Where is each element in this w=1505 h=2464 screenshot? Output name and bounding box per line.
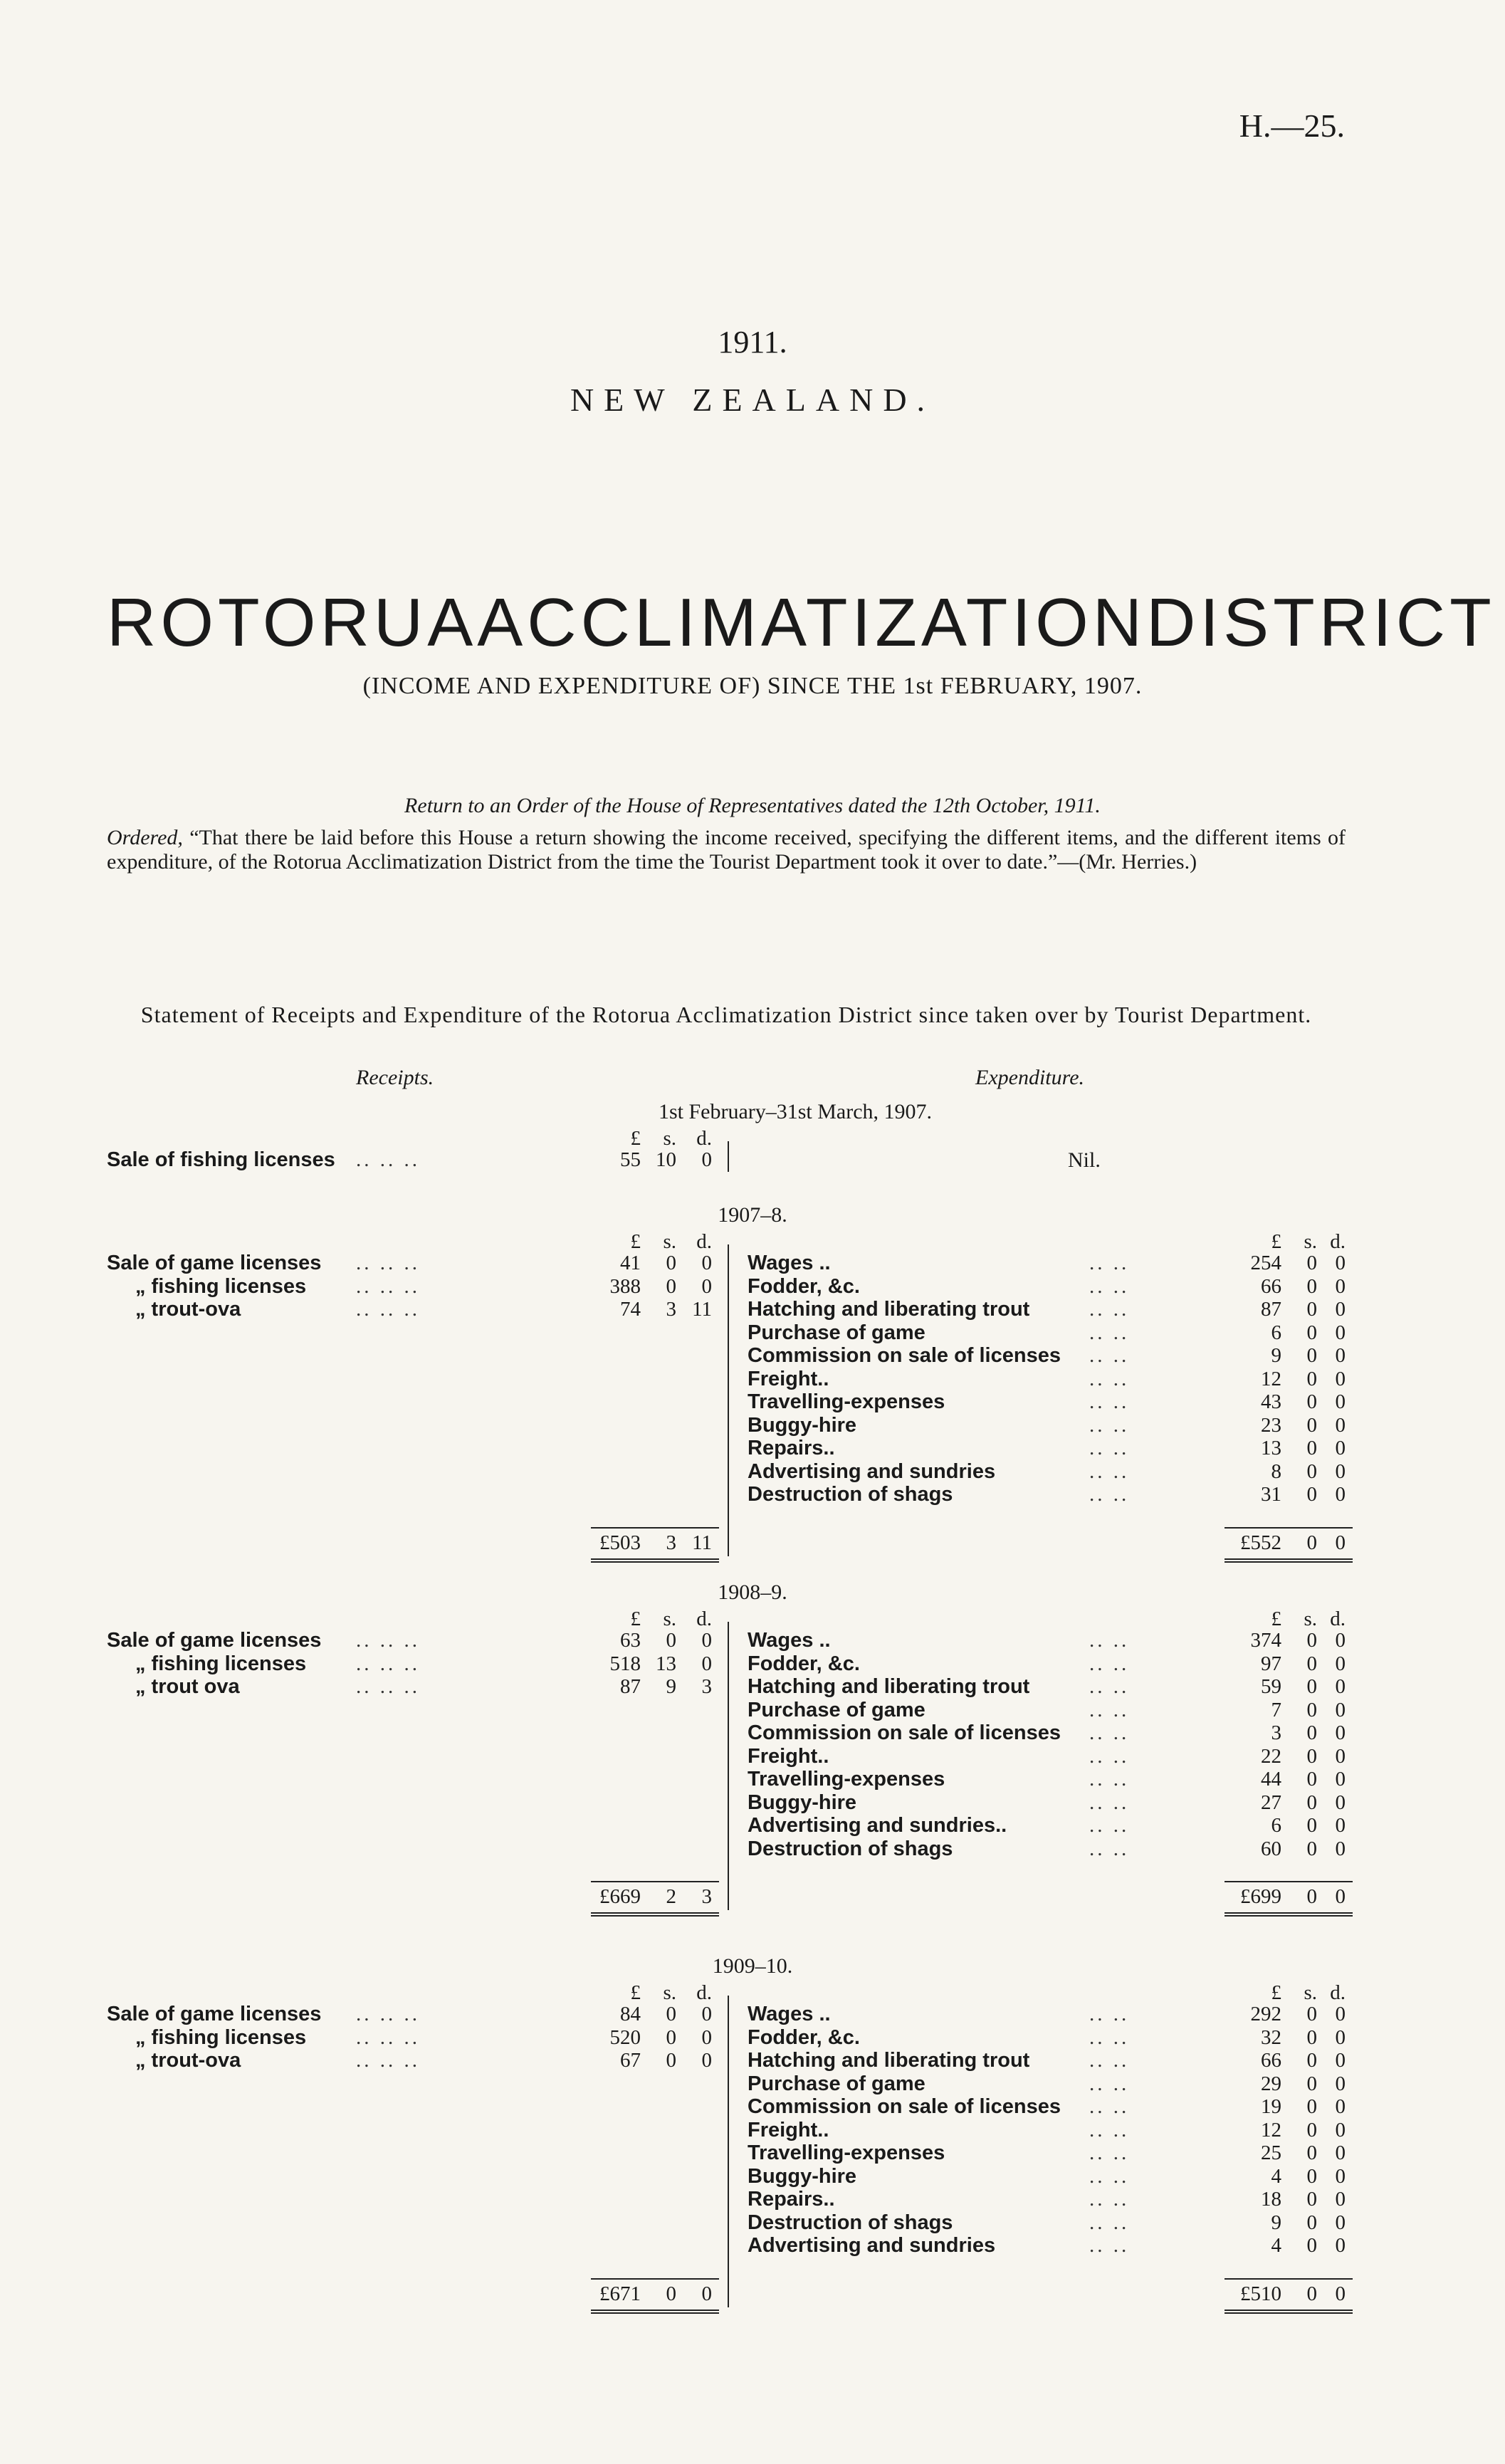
expenditure-pence: 0 [1335,1768,1346,1791]
expenditure-pence: 0 [1335,2141,1346,2164]
subtitle: (INCOME AND EXPENDITURE OF) SINCE THE 1st FEBRUARY, 1907. [362,673,1143,699]
receipts-header-pounds: £ [630,1230,641,1253]
leader-dots: .. .. [1089,1274,1130,1298]
expenditure-pence: 0 [1335,2003,1346,2025]
receipt-item: „ fishing licenses [135,2025,307,2049]
receipt-shillings: 0 [666,2003,676,2025]
leader-dots: .. .. [1089,1483,1130,1506]
leader-dots: .. .. [1089,1459,1130,1483]
expenditure-label: Expenditure. [975,1066,1085,1089]
expenditure-pence: 0 [1335,1698,1346,1721]
expenditure-item: Purchase of game [748,1321,925,1344]
leader-dots: .. .. [1089,1367,1130,1390]
receipt-pounds: 41 [620,1252,641,1274]
receipts-header-shillings: s. [663,1230,676,1253]
expenditure-item: Advertising and sundries [748,1459,996,1483]
expenditure-item: Purchase of game [748,2072,925,2095]
expenditure-pounds: 13 [1261,1437,1281,1459]
receipt-item: Sale of game licenses [107,1252,322,1274]
expenditure-pence: 0 [1335,2095,1346,2118]
receipt-shillings: 0 [666,1274,676,1298]
expenditure-total-shillings: 0 [1306,1885,1317,1908]
expenditure-shillings: 0 [1306,1629,1317,1652]
expenditure-pence: 0 [1335,2164,1346,2188]
receipt-shillings: 10 [656,1148,676,1171]
receipt-pence: 0 [701,2003,712,2025]
receipts-total-shillings: 2 [666,1885,676,1908]
receipt-shillings: 0 [666,2025,676,2049]
expenditure-item: Hatching and liberating trout [748,2049,1030,2072]
receipt-shillings: 0 [666,1252,676,1274]
expenditure-item: Fodder, &c. [748,2025,860,2049]
receipt-shillings: 0 [666,1629,676,1652]
expenditure-pence: 0 [1335,1367,1346,1390]
receipt-pence: 0 [701,2025,712,2049]
expenditure-item: Repairs.. [748,1437,835,1459]
receipt-item: Sale of game licenses [107,1629,322,1652]
leader-dots: .. .. .. [356,2025,420,2049]
expenditure-header-shillings: s. [1304,1981,1317,2004]
total-double-rule [591,1558,719,1563]
period-heading: 1907–8. [718,1203,787,1227]
leader-dots: .. .. [1089,2188,1130,2211]
expenditure-shillings: 0 [1306,2118,1317,2141]
expenditure-pence: 0 [1335,1837,1346,1860]
expenditure-shillings: 0 [1306,2141,1317,2164]
receipt-item: „ fishing licenses [135,1274,307,1298]
expenditure-item: Hatching and liberating trout [748,1675,1030,1698]
expenditure-pence: 0 [1335,1344,1346,1367]
expenditure-pounds: 22 [1261,1744,1281,1768]
expenditure-pounds: 9 [1271,2211,1281,2234]
expenditure-shillings: 0 [1306,2003,1317,2025]
expenditure-pence: 0 [1335,2234,1346,2257]
receipt-pounds: 55 [620,1148,641,1171]
expenditure-shillings: 0 [1306,1298,1317,1321]
leader-dots: .. .. [1089,1298,1130,1321]
leader-dots: .. .. [1089,1744,1130,1768]
expenditure-pence: 0 [1335,1298,1346,1321]
expenditure-total-pence: 0 [1335,2282,1346,2305]
ordered-text: “That there be laid before this House a return showing the income received, specifying the different items, and the different items of expenditure, of the Rotorua Acclimatization District from the time the Tourist Department took it over to date.”—(Mr. Herries.) [107,826,1346,874]
expenditure-pounds: 31 [1261,1483,1281,1506]
expenditure-shillings: 0 [1306,1814,1317,1837]
expenditure-total-pence: 0 [1335,1885,1346,1908]
expenditure-item: Destruction of shags [748,1837,953,1860]
expenditure-pounds: 66 [1261,2049,1281,2072]
expenditure-shillings: 0 [1306,1768,1317,1791]
expenditure-pence: 0 [1335,2049,1346,2072]
expenditure-pounds: 27 [1261,1791,1281,1814]
expenditure-item: Wages .. [748,1629,831,1652]
receipts-total-shillings: 3 [666,1531,676,1554]
leader-dots: .. .. [1089,2095,1130,2118]
leader-dots: .. .. [1089,2072,1130,2095]
leader-dots: .. .. [1089,2211,1130,2234]
expenditure-item: Purchase of game [748,1698,925,1721]
expenditure-pounds: 374 [1250,1629,1281,1652]
leader-dots: .. .. [1089,1814,1130,1837]
leader-dots: .. .. [1089,2118,1130,2141]
leader-dots: .. .. [1089,2049,1130,2072]
expenditure-pounds: 97 [1261,1652,1281,1675]
expenditure-pence: 0 [1335,1652,1346,1675]
receipt-shillings: 3 [666,1298,676,1321]
expenditure-pounds: 4 [1271,2234,1281,2257]
expenditure-pounds: 29 [1261,2072,1281,2095]
expenditure-pence: 0 [1335,1744,1346,1768]
expenditure-pounds: 6 [1271,1814,1281,1837]
expenditure-total-shillings: 0 [1306,2282,1317,2305]
expenditure-pounds: 18 [1261,2188,1281,2211]
leader-dots: .. .. [1089,1675,1130,1698]
expenditure-total-pounds: £699 [1240,1885,1281,1908]
expenditure-item: Travelling-expenses [748,1768,945,1791]
expenditure-shillings: 0 [1306,1437,1317,1459]
period-heading: 1st February–31st March, 1907. [658,1100,933,1123]
receipts-total-pence: 11 [692,1531,712,1554]
total-double-rule [1225,1558,1353,1563]
total-rule [591,1881,719,1882]
expenditure-header-shillings: s. [1304,1230,1317,1253]
expenditure-shillings: 0 [1306,1344,1317,1367]
expenditure-pounds: 43 [1261,1390,1281,1413]
receipt-pounds: 84 [620,2003,641,2025]
receipt-item: Sale of game licenses [107,2003,322,2025]
expenditure-pence: 0 [1335,2188,1346,2211]
expenditure-pence: 0 [1335,1459,1346,1483]
expenditure-header-pounds: £ [1271,1608,1281,1630]
expenditure-pence: 0 [1335,1721,1346,1744]
leader-dots: .. .. [1089,1629,1130,1652]
country-heading: NEW ZEALAND. [570,382,935,418]
expenditure-pounds: 292 [1250,2003,1281,2025]
expenditure-item: Commission on sale of licenses [748,1344,1061,1367]
expenditure-total-pounds: £552 [1240,1531,1281,1554]
expenditure-pounds: 7 [1271,1698,1281,1721]
leader-dots: .. .. [1089,2164,1130,2188]
expenditure-pence: 0 [1335,1791,1346,1814]
leader-dots: .. .. [1089,2003,1130,2025]
expenditure-pence: 0 [1335,1321,1346,1344]
leader-dots: .. .. [1089,1698,1130,1721]
total-rule [1225,2278,1353,2280]
leader-dots: .. .. [1089,2025,1130,2049]
leader-dots: .. .. [1089,1837,1130,1860]
expenditure-shillings: 0 [1306,2025,1317,2049]
receipts-header-shillings: s. [663,1981,676,2004]
receipt-pence: 0 [701,1252,712,1274]
expenditure-item: Destruction of shags [748,2211,953,2234]
expenditure-shillings: 0 [1306,1791,1317,1814]
receipts-header-shillings: s. [663,1608,676,1630]
ordered-label: Ordered, [107,826,183,849]
expenditure-shillings: 0 [1306,1698,1317,1721]
expenditure-pence: 0 [1335,2072,1346,2095]
total-rule [1225,1881,1353,1882]
expenditure-shillings: 0 [1306,2164,1317,2188]
expenditure-item: Buggy-hire [748,1413,857,1437]
expenditure-shillings: 0 [1306,2049,1317,2072]
expenditure-pounds: 25 [1261,2141,1281,2164]
expenditure-item: Travelling-expenses [748,1390,945,1413]
receipt-pence: 0 [701,1652,712,1675]
expenditure-pence: 0 [1335,2118,1346,2141]
title-word: ACCLIMATIZATION [477,584,1147,661]
expenditure-pence: 0 [1335,2211,1346,2234]
receipt-pounds: 520 [609,2025,641,2049]
leader-dots: .. .. [1089,1390,1130,1413]
expenditure-pounds: 12 [1261,2118,1281,2141]
receipts-total-pounds: £671 [599,2282,641,2305]
receipt-pence: 0 [701,1274,712,1298]
leader-dots: .. .. [1089,2141,1130,2164]
leader-dots: .. .. .. [356,1252,420,1274]
total-rule [1225,1527,1353,1529]
receipts-header-pence: d. [696,1981,712,2004]
leader-dots: .. .. [1089,1768,1130,1791]
receipt-shillings: 0 [666,2049,676,2072]
leader-dots: .. .. [1089,1437,1130,1459]
receipts-total-pence: 3 [701,1885,712,1908]
expenditure-item: Commission on sale of licenses [748,1721,1061,1744]
expenditure-item: Advertising and sundries [748,2234,996,2257]
expenditure-total-pounds: £510 [1240,2282,1281,2305]
expenditure-header-pence: d. [1330,1230,1346,1253]
receipt-pence: 0 [701,2049,712,2072]
period-heading: 1908–9. [718,1580,787,1604]
receipt-item: „ trout-ova [135,2049,241,2072]
expenditure-pence: 0 [1335,1413,1346,1437]
expenditure-pounds: 66 [1261,1274,1281,1298]
expenditure-pounds: 60 [1261,1837,1281,1860]
expenditure-header-pence: d. [1330,1608,1346,1630]
total-double-rule [591,2310,719,2314]
expenditure-pence: 0 [1335,1483,1346,1506]
receipt-item: „ trout-ova [135,1298,241,1321]
receipt-item: „ fishing licenses [135,1652,307,1675]
expenditure-pence: 0 [1335,1629,1346,1652]
leader-dots: .. .. [1089,1252,1130,1274]
receipts-total-pounds: £669 [599,1885,641,1908]
expenditure-shillings: 0 [1306,1390,1317,1413]
expenditure-pounds: 3 [1271,1721,1281,1744]
receipt-shillings: 13 [656,1652,676,1675]
expenditure-shillings: 0 [1306,2211,1317,2234]
expenditure-item: Freight.. [748,1367,829,1390]
receipt-pence: 11 [692,1298,712,1321]
expenditure-shillings: 0 [1306,1483,1317,1506]
expenditure-pounds: 9 [1271,1344,1281,1367]
receipt-pounds: 67 [620,2049,641,2072]
receipts-header-pence: d. [696,1230,712,1253]
receipts-header-pounds: £ [630,1127,641,1150]
receipts-header-pounds: £ [630,1981,641,2004]
receipt-pence: 3 [701,1675,712,1698]
expenditure-header-pence: d. [1330,1981,1346,2004]
receipt-pounds: 388 [609,1274,641,1298]
expenditure-item: Commission on sale of licenses [748,2095,1061,2118]
title-word: DISTRICT [1146,584,1496,661]
expenditure-item: Travelling-expenses [748,2141,945,2164]
expenditure-pounds: 32 [1261,2025,1281,2049]
leader-dots: .. .. [1089,2234,1130,2257]
leader-dots: .. .. [1089,1652,1130,1675]
leader-dots: .. .. [1089,1791,1130,1814]
main-title [107,584,1496,662]
expenditure-shillings: 0 [1306,2188,1317,2211]
column-divider [728,1622,729,1910]
expenditure-item: Freight.. [748,2118,829,2141]
expenditure-pence: 0 [1335,1675,1346,1698]
expenditure-item: Repairs.. [748,2188,835,2211]
receipt-pence: 0 [701,1148,712,1171]
expenditure-header-pounds: £ [1271,1981,1281,2004]
total-rule [591,2278,719,2280]
receipts-header-pounds: £ [630,1608,641,1630]
expenditure-pounds: 8 [1271,1459,1281,1483]
expenditure-pounds: 59 [1261,1675,1281,1698]
expenditure-shillings: 0 [1306,1321,1317,1344]
ordered-paragraph [107,826,1346,874]
expenditure-pence: 0 [1335,1437,1346,1459]
receipt-pounds: 87 [620,1675,641,1698]
expenditure-pence: 0 [1335,1814,1346,1837]
receipts-header-shillings: s. [663,1127,676,1150]
column-divider [728,1141,729,1172]
total-double-rule [1225,2310,1353,2314]
expenditure-item: Wages .. [748,2003,831,2025]
leader-dots: .. .. .. [356,1274,420,1298]
receipt-pounds: 63 [620,1629,641,1652]
expenditure-shillings: 0 [1306,1252,1317,1274]
receipt-pounds: 74 [620,1298,641,1321]
expenditure-pounds: 12 [1261,1367,1281,1390]
receipts-label: Receipts. [356,1066,434,1089]
expenditure-pounds: 19 [1261,2095,1281,2118]
receipts-total-pounds: £503 [599,1531,641,1554]
leader-dots: .. .. .. [356,2049,420,2072]
expenditure-pence: 0 [1335,1390,1346,1413]
expenditure-shillings: 0 [1306,2234,1317,2257]
statement-title: Statement of Receipts and Expenditure of the Rotorua Acclimatization District since taken over by Tourist Department. [140,1002,1312,1027]
expenditure-pounds: 23 [1261,1413,1281,1437]
receipt-shillings: 9 [666,1675,676,1698]
receipts-total-pence: 0 [701,2282,712,2305]
leader-dots: .. .. .. [356,1629,420,1652]
expenditure-shillings: 0 [1306,2095,1317,2118]
receipts-total-shillings: 0 [666,2282,676,2305]
expenditure-pence: 0 [1335,1274,1346,1298]
column-divider [728,1996,729,2307]
receipt-pounds: 518 [609,1652,641,1675]
expenditure-shillings: 0 [1306,1837,1317,1860]
expenditure-item: Destruction of shags [748,1483,953,1506]
expenditure-nil: Nil. [1068,1148,1101,1172]
column-divider [728,1244,729,1556]
leader-dots: .. .. [1089,1321,1130,1344]
return-line: Return to an Order of the House of Representatives dated the 12th October, 1911. [404,794,1101,817]
expenditure-header-shillings: s. [1304,1608,1317,1630]
leader-dots: .. .. [1089,1721,1130,1744]
expenditure-item: Buggy-hire [748,1791,857,1814]
expenditure-item: Fodder, &c. [748,1274,860,1298]
expenditure-item: Fodder, &c. [748,1652,860,1675]
leader-dots: .. .. [1089,1344,1130,1367]
expenditure-item: Wages .. [748,1252,831,1274]
receipts-header-pence: d. [696,1608,712,1630]
receipt-pence: 0 [701,1629,712,1652]
expenditure-pounds: 6 [1271,1321,1281,1344]
expenditure-item: Hatching and liberating trout [748,1298,1030,1321]
document-year: 1911. [718,325,787,360]
leader-dots: .. .. .. [356,1652,420,1675]
receipt-item: Sale of fishing licenses [107,1148,335,1171]
expenditure-pence: 0 [1335,1252,1346,1274]
total-double-rule [1225,1912,1353,1917]
leader-dots: .. .. .. [356,2003,420,2025]
expenditure-item: Freight.. [748,1744,829,1768]
document-reference: H.—25. [1239,108,1345,144]
receipt-item: „ trout ova [135,1675,240,1698]
expenditure-item: Advertising and sundries.. [748,1814,1007,1837]
leader-dots: .. .. .. [356,1298,420,1321]
expenditure-shillings: 0 [1306,1459,1317,1483]
expenditure-shillings: 0 [1306,1413,1317,1437]
expenditure-total-pence: 0 [1335,1531,1346,1554]
expenditure-shillings: 0 [1306,1274,1317,1298]
total-rule [591,1527,719,1529]
expenditure-shillings: 0 [1306,1652,1317,1675]
leader-dots: .. .. [1089,1413,1130,1437]
leader-dots: .. .. .. [356,1675,420,1698]
expenditure-pounds: 44 [1261,1768,1281,1791]
expenditure-shillings: 0 [1306,1675,1317,1698]
expenditure-shillings: 0 [1306,2072,1317,2095]
title-word: ROTORUA [107,584,478,661]
total-double-rule [591,1912,719,1917]
period-heading: 1909–10. [712,1954,793,1978]
expenditure-header-pounds: £ [1271,1230,1281,1253]
leader-dots: .. .. .. [356,1148,420,1171]
expenditure-pounds: 87 [1261,1298,1281,1321]
expenditure-item: Buggy-hire [748,2164,857,2188]
expenditure-pounds: 254 [1250,1252,1281,1274]
expenditure-total-shillings: 0 [1306,1531,1317,1554]
receipts-header-pence: d. [696,1127,712,1150]
expenditure-shillings: 0 [1306,1367,1317,1390]
expenditure-shillings: 0 [1306,1721,1317,1744]
expenditure-pounds: 4 [1271,2164,1281,2188]
expenditure-shillings: 0 [1306,1744,1317,1768]
expenditure-pence: 0 [1335,2025,1346,2049]
